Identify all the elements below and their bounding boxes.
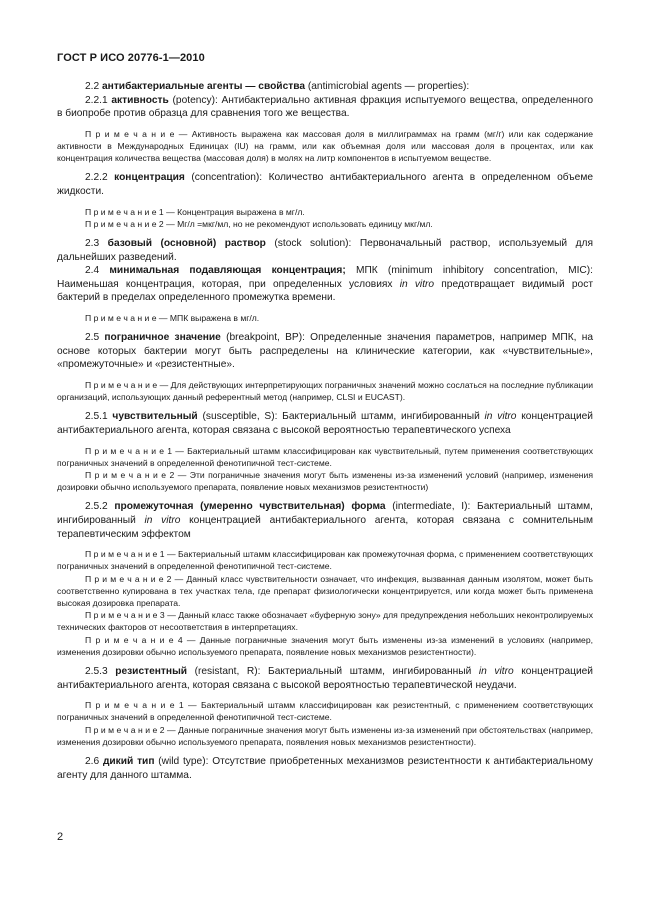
note-label: П р и м е ч а н и е 3 bbox=[85, 610, 165, 621]
clause-number: 2.3 bbox=[85, 237, 108, 249]
definition-paragraph: 2.5 пограничное значение (breakpoint, BP): Определенные значения параметров, например МПК, на основе которых бактерии могут быть распределены на клинические категории, как «чувствительные», «промежуточные» и «резистентные». bbox=[57, 332, 593, 371]
note-label: П р и м е ч а н и е bbox=[85, 312, 157, 323]
clause-number: 2.5.3 bbox=[85, 665, 116, 677]
term: промежуточная (умеренно чувствительная) форма bbox=[114, 501, 386, 513]
note-label: П р и м е ч а н и е 1 bbox=[85, 445, 173, 456]
definition-paragraph: 2.2.1 активность (potency): Антибактериально активная фракция испытуемого вещества, определенного в биопробе против образца для сравнения того же вещества. bbox=[57, 94, 593, 120]
clause-number: 2.6 bbox=[85, 755, 103, 767]
note-label: П р и м е ч а н и е bbox=[85, 379, 158, 390]
note-paragraph: П р и м е ч а н и е 1 — Концентрация выражена в мг/л. bbox=[85, 206, 305, 217]
note-label: П р и м е ч а н и е bbox=[85, 128, 175, 139]
note-label: П р и м е ч а н и е 1 bbox=[85, 206, 164, 217]
note-paragraph: П р и м е ч а н и е 4 — Данные пограничные значения могут быть изменены из-за изменений в условиях (например, изменения дозировки обычно используемого препарата, появление новых механизмов резистентности). bbox=[57, 634, 593, 657]
clause-number: 2.4 bbox=[85, 265, 110, 277]
definition-paragraph: 2.4 минимальная подавляющая концентрация; МПК (minimum inhibitory concentration, MIC): Наименьшая концентрация, которая, при определенных условиях in vitro предотвращает видимый рост бактерий в пределах определенного промежутка времени. bbox=[57, 265, 593, 304]
term: активность bbox=[111, 94, 169, 106]
note-paragraph: П р и м е ч а н и е 1 — Бактериальный штамм классифицирован как промежуточная форма, с применением соответствующих пограничных значений в определенной фенотипичной тест-системе. bbox=[57, 549, 594, 572]
spacer bbox=[57, 658, 593, 665]
definition-paragraph: 2.6 дикий тип (wild type): Отсутствие приобретенных механизмов резистентности к антибактериальному агенту для данного штамма. bbox=[57, 755, 593, 781]
spacer bbox=[57, 692, 593, 699]
note-label: П р и м е ч а н и е 2 bbox=[85, 573, 172, 584]
clause-number: 2.5 bbox=[85, 332, 105, 344]
note-paragraph: П р и м е ч а н и е — Активность выражена как массовая доля в миллиграммах на грамм (мг/г) или как содержание активности в Международных Единицах (IU) на грамм, или как объемная доля или массовая доля в процентах, или как концентрация количества вещества (массовая доля) в молях на литр компонентов в испытуемом веществе. bbox=[57, 128, 594, 164]
clause-number: 2.2.2 bbox=[85, 172, 115, 184]
page-number: 2 bbox=[57, 831, 64, 843]
spacer bbox=[57, 372, 593, 379]
spacer bbox=[57, 164, 593, 171]
term: концентрация bbox=[114, 172, 185, 184]
definition-paragraph: 2.5.1 чувствительный (susceptible, S): Бактериальный штамм, ингибированный in vitro концентрацией антибактериального агента, которая связана с высокой вероятностью терапевтического успеха bbox=[57, 411, 593, 436]
note-label: П р и м е ч а н и е 2 bbox=[85, 218, 164, 229]
spacer bbox=[57, 438, 593, 445]
note-paragraph: П р и м е ч а н и е 1 — Бактериальный штамм классифицирован как чувствительный, путем применения соответствующих пограничных значений в определенной фенотипичной тест-системе. bbox=[57, 445, 594, 468]
note-paragraph: П р и м е ч а н и е 2 — Мг/л =мкг/мл, но не рекомендуют использовать единицу мкг/мл. bbox=[85, 218, 433, 229]
clause-number: 2.2.1 bbox=[85, 94, 112, 106]
spacer bbox=[57, 403, 593, 410]
spacer bbox=[57, 541, 593, 548]
term: чувствительный bbox=[112, 411, 198, 423]
note-paragraph: П р и м е ч а н и е 3 — Данный класс также обозначает «буферную зону» для предупреждения небольших неконтролируемых технических факторов от несоответствия в интерпретациях. bbox=[57, 610, 593, 633]
note-paragraph: П р и м е ч а н и е — МПК выражена в мг/л. bbox=[85, 312, 260, 323]
document-body bbox=[57, 80, 593, 782]
clause-number: 2.5.1 bbox=[85, 411, 113, 423]
spacer bbox=[57, 230, 593, 237]
definition-paragraph: 2.2.2 концентрация (concentration): Количество антибактериального агента в определенном объеме жидкости. bbox=[57, 172, 593, 197]
definition-paragraph: 2.5.3 резистентный (resistant, R): Бактериальный штамм, ингибированный in vitro концентрацией антибактериального агента, которая связана с высокой вероятностью терапевтической неудачи. bbox=[57, 665, 593, 691]
spacer bbox=[57, 121, 593, 128]
note-paragraph: П р и м е ч а н и е 1 — Бактериальный штамм классифицирован как резистентный, с применением соответствующих пограничных значений в определенной фенотипичной тест-системе. bbox=[57, 700, 594, 723]
spacer bbox=[57, 324, 593, 331]
term: пограничное значение bbox=[104, 332, 221, 344]
spacer bbox=[57, 748, 593, 755]
note-label: П р и м е ч а н и е 2 bbox=[85, 469, 175, 480]
note-paragraph: П р и м е ч а н и е 2 — Эти пограничные значения могут быть изменены из-за изменений условий (например, изменения дозировки обычно используемого препарата, появление новых механизмов резистентности) bbox=[57, 469, 594, 493]
note-paragraph: П р и м е ч а н и е 2 — Данный класс чувствительности означает, что инфекция, вызванная данным изолятом, может быть соответственно купирована в тех участках тела, где препарат физиологически концентрируется, или когда может быть применена высокая дозировка препарата. bbox=[57, 573, 593, 608]
note-paragraph: П р и м е ч а н и е — Для действующих интерпретирующих пограничных значений можно сослаться на последние публикации организаций, использующих данный референтный метод (например, CLSI и EUCAST). bbox=[57, 379, 593, 403]
note-label: П р и м е ч а н и е 2 bbox=[85, 724, 165, 735]
spacer bbox=[57, 493, 593, 500]
document-header: ГОСТ Р ИСО 20776-1—2010 bbox=[57, 52, 205, 64]
clause-number: 2.2 bbox=[85, 81, 102, 92]
term: дикий тип bbox=[102, 755, 155, 767]
note-label: П р и м е ч а н и е 1 bbox=[85, 700, 184, 711]
spacer bbox=[57, 305, 593, 312]
note-label: П р и м е ч а н и е 4 bbox=[85, 634, 183, 645]
term: антибактериальные агенты — свойства bbox=[102, 81, 306, 92]
note-label: П р и м е ч а н и е 1 bbox=[85, 549, 165, 560]
definition-paragraph: 2.2 антибактериальные агенты — свойства (antimicrobial agents — properties): bbox=[85, 81, 470, 92]
term: минимальная подавляющая концентрация; bbox=[109, 265, 346, 277]
note-paragraph: П р и м е ч а н и е 2 — Данные пограничные значения могут быть изменены из-за изменений при обстоятельствах (например, изменения дозировки обычно используемого препарата, появления новых механизмов резистентности). bbox=[57, 724, 594, 747]
term: резистентный bbox=[115, 665, 188, 677]
spacer bbox=[57, 199, 593, 206]
definition-paragraph: 2.3 базовый (основной) раствор (stock solution): Первоначальный раствор, используемый для дальнейших разведений. bbox=[57, 237, 594, 263]
definition-paragraph: 2.5.2 промежуточная (умеренно чувствительная) форма (intermediate, I): Бактериальный штамм, ингибированный in vitro концентрацией антибактериального агента, которая связана с сомнительным терапевтическим эффектом bbox=[57, 501, 593, 540]
term: базовый (основной) раствор bbox=[107, 237, 266, 249]
clause-number: 2.5.2 bbox=[85, 501, 115, 513]
